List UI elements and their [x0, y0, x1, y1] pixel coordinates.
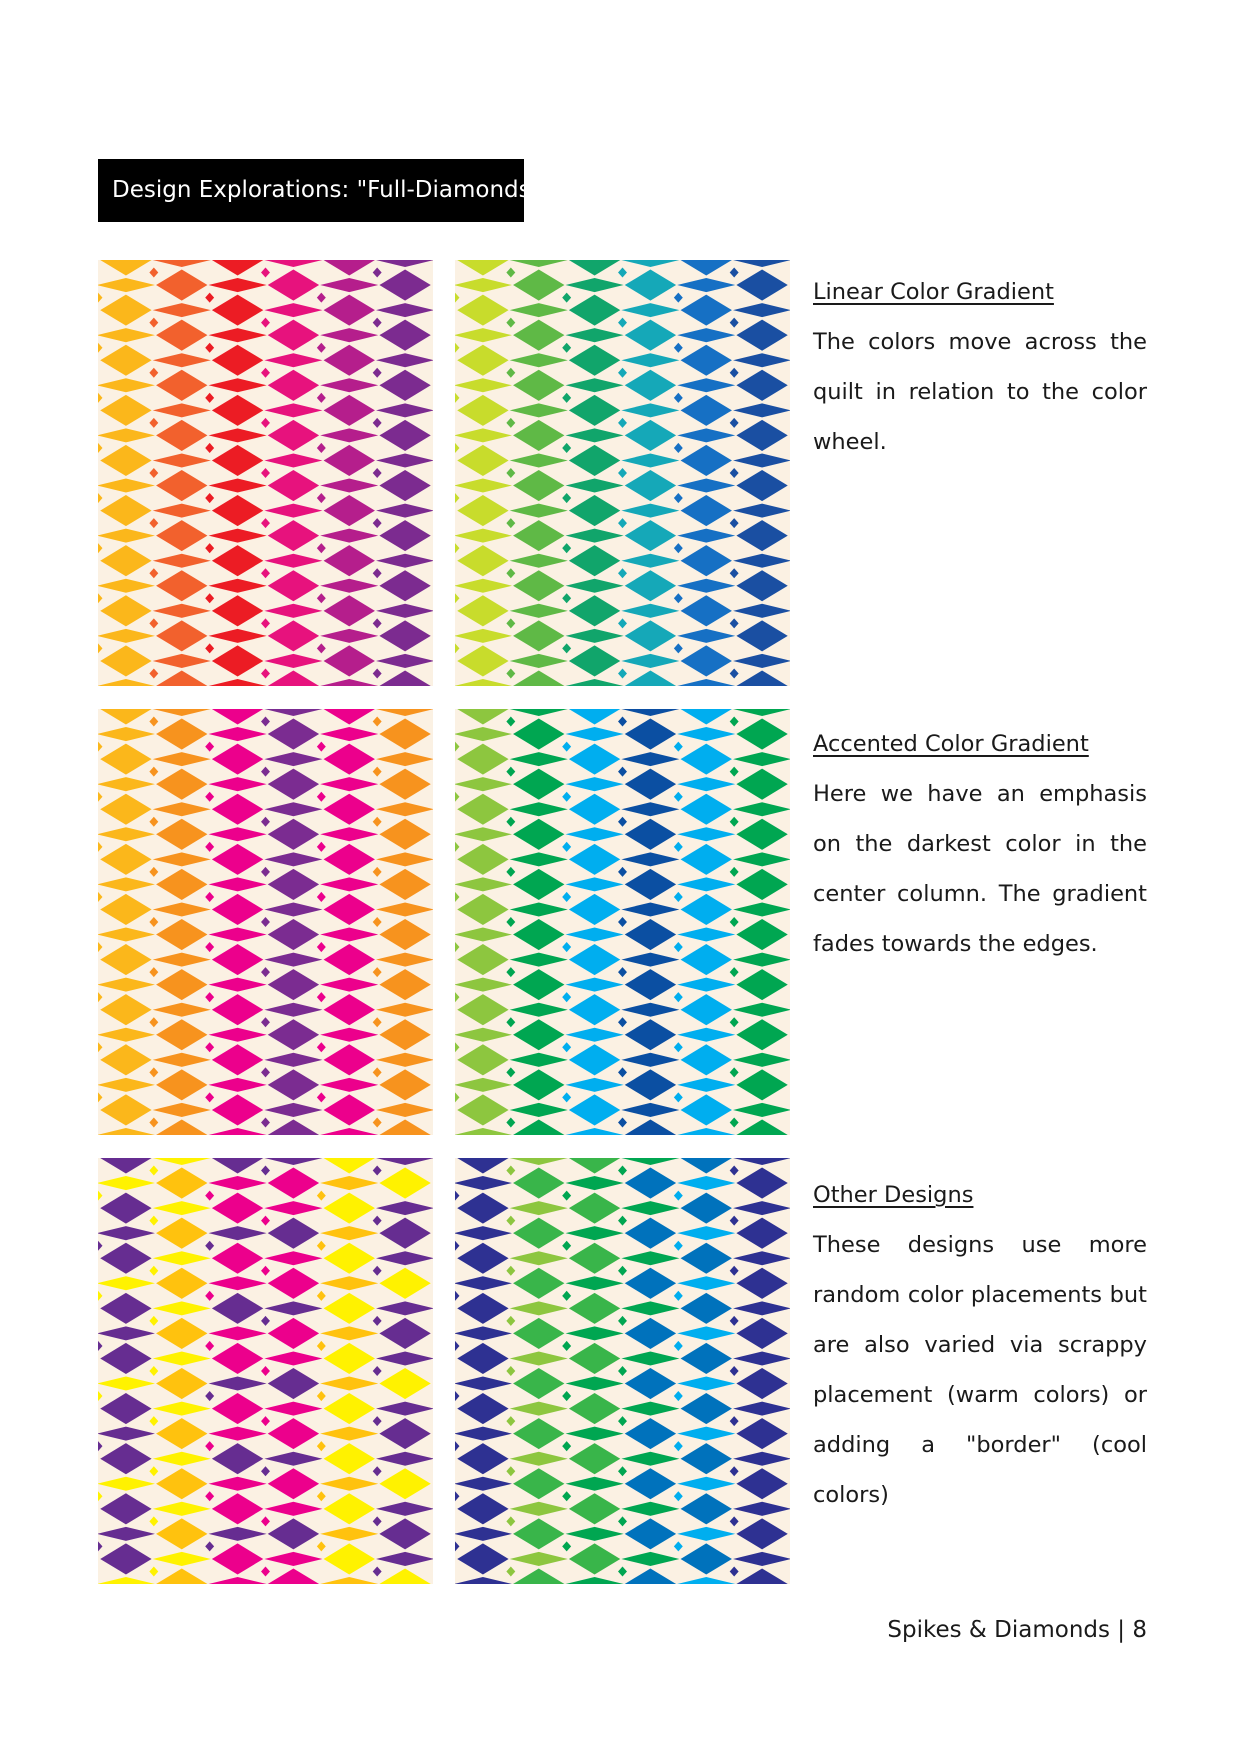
section-body: Here we have an emphasis on the darkest color in the center column. The gradient fades towards the edges. [813, 781, 1147, 957]
section-heading: Other Designs [813, 1182, 974, 1208]
quilt-accented-cool [455, 709, 790, 1135]
section-body: The colors move across the quilt in relation to the color wheel. [813, 329, 1147, 455]
section-linear [813, 267, 1147, 467]
section-body: These designs use more random color placements but are also varied via scrappy placement (warm colors) or adding a "border" (cool colors) [813, 1232, 1147, 1508]
quilt-accented-warm [98, 709, 433, 1135]
section-heading: Linear Color Gradient [813, 279, 1054, 305]
section-other [813, 1170, 1147, 1520]
quilt-other-warm [98, 1158, 433, 1584]
quilt-other-cool [455, 1158, 790, 1584]
page-title: Design Explorations: "Full-Diamonds" [98, 159, 524, 222]
section-heading: Accented Color Gradient [813, 731, 1089, 757]
quilt-linear-cool [455, 260, 790, 686]
quilt-linear-warm [98, 260, 433, 686]
section-accented [813, 719, 1147, 969]
page-footer: Spikes & Diamonds | 8 [887, 1617, 1147, 1643]
